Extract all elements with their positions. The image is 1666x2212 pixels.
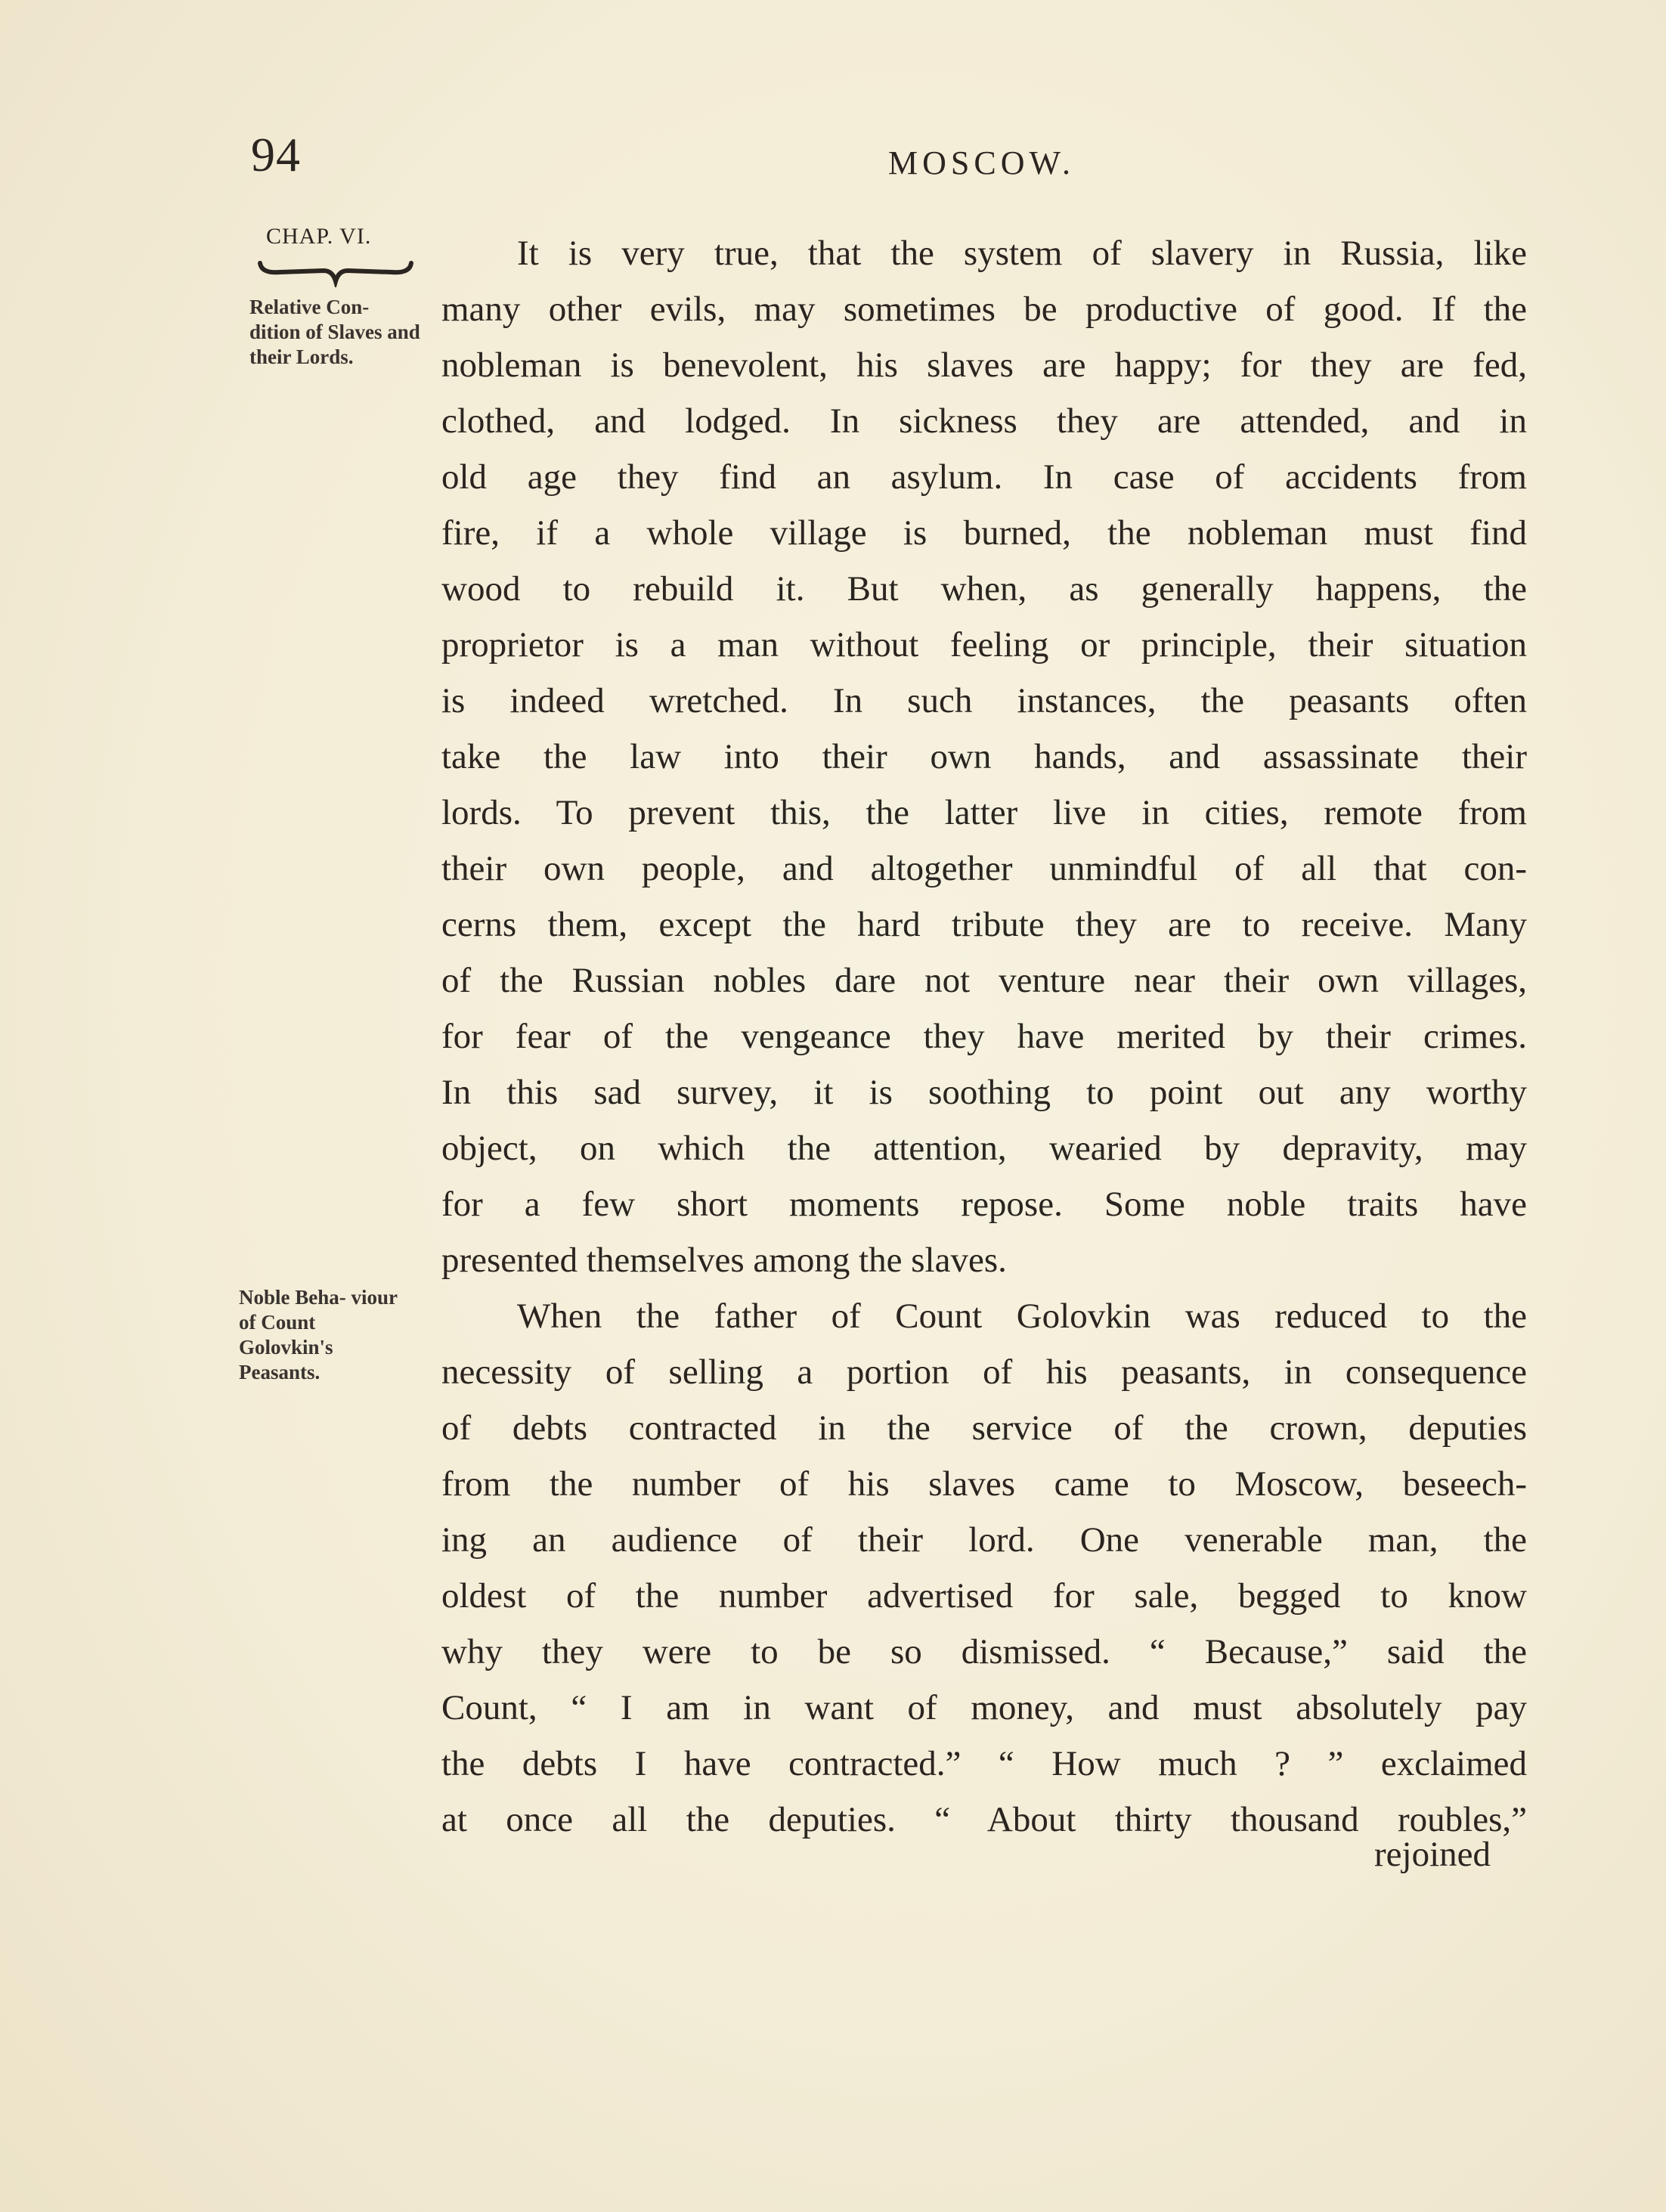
brace-ornament: [257, 257, 416, 287]
text-line: of the Russian nobles dare not venture near their own villages,: [441, 961, 1527, 1000]
text-line: many other evils, may sometimes be productive of good. If the: [441, 290, 1527, 329]
text-line: nobleman is benevolent, his slaves are happy; for they are fed,: [441, 345, 1527, 385]
text-line: is indeed wretched. In such instances, the peasants often: [441, 681, 1527, 720]
text-line: of debts contracted in the service of the crown, deputies: [441, 1408, 1527, 1448]
text-line: old age they find an asylum. In case of accidents from: [441, 457, 1527, 497]
catchword: rejoined: [1374, 1835, 1491, 1874]
text-line: In this sad survey, it is soothing to point out any worthy: [441, 1073, 1527, 1112]
text-line: ing an audience of their lord. One venerable man, the: [441, 1520, 1527, 1560]
marginal-note-relative-condition: Relative Con- dition of Slaves and their Lords.: [249, 296, 420, 368]
text-line: clothed, and lodged. In sickness they are attended, and in: [441, 401, 1527, 441]
running-head: MOSCOW.: [888, 144, 1075, 181]
text-line: lords. To prevent this, the latter live in cities, remote from: [441, 793, 1527, 832]
text-line: for a few short moments repose. Some noble traits have: [441, 1185, 1527, 1224]
text-line: Count, “ I am in want of money, and must absolutely pay: [441, 1688, 1527, 1727]
text-line: presented themselves among the slaves.: [441, 1241, 1007, 1280]
page-number: 94: [251, 128, 301, 181]
text-line: proprietor is a man without feeling or principle, their situation: [441, 625, 1527, 665]
text-line: why they were to be so dismissed. “ Because,” said the: [441, 1632, 1527, 1671]
text-line: from the number of his slaves came to Moscow, beseech-: [441, 1464, 1527, 1504]
text-line: wood to rebuild it. But when, as generally happens, the: [441, 569, 1527, 609]
body-text: [441, 225, 1527, 1848]
text-line: the debts I have contracted.” “ How much ? ” exclaimed: [441, 1744, 1527, 1783]
text-line: fire, if a whole village is burned, the nobleman must find: [441, 513, 1527, 553]
text-line: take the law into their own hands, and assassinate their: [441, 737, 1527, 776]
text-line: necessity of selling a portion of his peasants, in consequence: [441, 1352, 1527, 1392]
marginal-note-noble-behaviour: Noble Beha- viour of Count Golovkin's Peasants.: [239, 1286, 398, 1383]
text-line: cerns them, except the hard tribute they are to receive. Many: [441, 905, 1527, 944]
text-line: for fear of the vengeance they have merited by their crimes.: [441, 1017, 1527, 1056]
chapter-label: CHAP. VI.: [266, 224, 372, 249]
text-line: their own people, and altogether unmindful of all that con-: [441, 849, 1527, 888]
text-line: It is very true, that the system of slavery in Russia, like: [517, 234, 1527, 273]
text-line: object, on which the attention, wearied by depravity, may: [441, 1129, 1527, 1168]
text-line: at once all the deputies. “ About thirty thousand roubles,”: [441, 1800, 1527, 1839]
text-line: oldest of the number advertised for sale, begged to know: [441, 1576, 1527, 1616]
text-line: When the father of Count Golovkin was reduced to the: [517, 1297, 1527, 1336]
